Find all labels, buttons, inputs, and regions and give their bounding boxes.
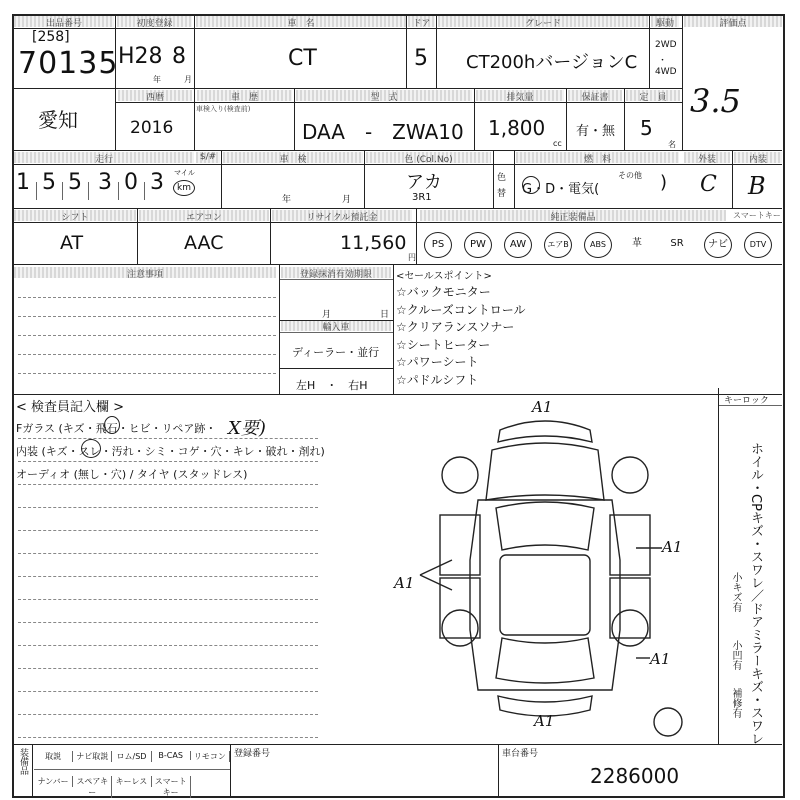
score: 3.5 <box>690 82 741 120</box>
footer-item: ナンバー <box>34 776 73 787</box>
left-front-door <box>440 515 480 575</box>
lot-label: 出品番号 <box>14 16 114 27</box>
drive-dot: ・ <box>658 56 668 66</box>
inspection-label: 車 検 <box>223 152 363 163</box>
insp-month: 月 <box>342 195 352 205</box>
insp-year: 年 <box>282 195 292 205</box>
items-bottom <box>34 770 230 796</box>
equipment-item: PW <box>464 232 492 258</box>
cc-unit: cc <box>553 139 562 148</box>
rear-window <box>496 638 594 683</box>
sales-point: ☆クルーズコントロール <box>396 302 526 317</box>
items-label: 装備品 <box>18 748 28 775</box>
recycle-unit: 円 <box>408 253 416 262</box>
lot-bracket: [258] <box>32 29 70 45</box>
sales-point: ☆バックモニター <box>396 285 491 299</box>
equipment-item: AW <box>504 232 532 258</box>
sales-point: ☆パドルシフト <box>396 372 479 387</box>
year: 2016 <box>130 118 174 138</box>
ac: AAC <box>184 232 224 254</box>
mileage-label: 走行 <box>14 152 194 163</box>
footer-item: スマートキー <box>152 776 191 798</box>
drive-4wd: 4WD <box>655 67 677 77</box>
ac-label: エアコン <box>139 210 269 221</box>
drive-2wd: 2WD <box>655 40 677 50</box>
side-text: ホイル・CPキズ・スワレ／ドアミラーキズ・スワレ <box>748 442 763 745</box>
warranty: 有・無 <box>576 124 616 139</box>
car-name-label: 車 名 <box>196 16 406 27</box>
warranty-label: 保証書 <box>568 90 622 101</box>
month-suffix: 月 <box>184 75 192 84</box>
drive-label: 駆動 <box>651 16 679 27</box>
record-label: 登録抹消有効期限 <box>281 267 391 278</box>
footer-item: スペアキー <box>73 776 112 798</box>
history-note: 車検入り(検査前) <box>196 105 251 113</box>
seats: 5 <box>640 116 653 140</box>
spare-wheel <box>654 708 682 736</box>
footer-item: リモコン <box>191 751 230 762</box>
cc: 1,800 <box>488 116 546 140</box>
grade-label: グレード <box>438 16 648 27</box>
sales-point: ☆クリアランスソナー <box>396 320 515 334</box>
equipment-label: 純正装備品 <box>420 210 726 221</box>
circle-mark-2 <box>81 439 101 458</box>
import-value: ディーラー・並行 <box>292 346 380 359</box>
grade: CT200hバージョンC <box>466 52 638 73</box>
fuel-label: 燃 料 <box>516 152 679 163</box>
fuel: G・D・電気( <box>522 182 600 197</box>
steering: 左H ・ 右H <box>296 379 368 392</box>
front-bumper <box>498 421 592 442</box>
import-label: 輸入車 <box>281 320 391 331</box>
model: DAA - ZWA10 <box>302 120 464 144</box>
mileage-digit: 3 <box>98 170 112 195</box>
damage-mark-rear: A1 <box>534 712 555 730</box>
footer-item: ロム/SD <box>112 751 151 762</box>
notes-label: 注意事項 <box>14 267 276 278</box>
history-label: 車 歴 <box>197 90 292 101</box>
seats-label: 定 員 <box>626 90 680 101</box>
items-top <box>34 745 230 769</box>
front-right-wheel <box>612 457 648 493</box>
keylock-label: キーロック <box>724 396 769 406</box>
fuel-close: ) <box>660 172 668 193</box>
color-change-1: 色 <box>497 173 507 183</box>
exterior: C <box>700 172 717 197</box>
recycle-label: リサイクル預託金 <box>272 210 412 221</box>
fuel-g-circle <box>522 176 540 194</box>
inspection-line-audio: オーディオ (無し・穴) / タイヤ (スタッドレス) <box>16 468 248 481</box>
mileage-digit: 5 <box>42 170 56 195</box>
era-year: H28 <box>118 44 163 69</box>
footer-item: 取説 <box>34 751 73 762</box>
inspection-title: < 検査員記入欄 > <box>16 400 125 415</box>
exterior-label: 外装 <box>684 152 730 163</box>
sales-point: ☆パワーシート <box>396 355 479 369</box>
color-label: 色 (Col.No) <box>366 152 491 163</box>
damage-mark-right-rear: A1 <box>650 650 671 668</box>
windshield <box>496 502 594 550</box>
front-left-wheel <box>442 457 478 493</box>
year-label: 西暦 <box>118 90 192 101</box>
rear-left-wheel <box>442 610 478 646</box>
region: 愛知 <box>38 108 78 132</box>
lot-number: 70135 <box>18 46 119 81</box>
equipment-item: ABS <box>584 232 612 258</box>
mileage-digit: 1 <box>16 170 30 195</box>
model-label: 型 式 <box>296 90 472 101</box>
equipment-item: DTV <box>744 232 772 258</box>
footer-item: ナビ取説 <box>73 751 112 762</box>
equipment-item: ナビ <box>704 232 732 258</box>
mileage-unit-top: マイル <box>174 169 195 177</box>
circle-mark-1 <box>104 416 120 434</box>
body-number: 2286000 <box>590 764 680 788</box>
rear-right-wheel <box>612 610 648 646</box>
right-rear-door <box>610 578 650 638</box>
mileage-unit: km <box>173 180 195 196</box>
right-front-door <box>610 515 650 575</box>
reg-month: 8 <box>172 44 186 69</box>
inspection-line-interior: 内装 (キズ・スレ・汚れ・シミ・コゲ・穴・キレ・破れ・剤れ) <box>16 445 325 458</box>
shift: AT <box>60 232 84 254</box>
roof <box>500 555 590 635</box>
score-label: 評価点 <box>684 16 782 27</box>
sales-point: ☆シートヒーター <box>396 337 491 352</box>
color-code: 3R1 <box>412 192 432 203</box>
footer-item: B-CAS <box>152 751 191 760</box>
color: アカ <box>406 172 442 193</box>
equipment-item: 革 <box>632 238 642 249</box>
damage-mark-front: A1 <box>532 398 553 416</box>
equipment-list <box>420 226 782 262</box>
color-change-2: 替 <box>497 189 507 199</box>
year-suffix: 年 <box>153 75 161 84</box>
fuel-other: その他 <box>618 171 642 180</box>
car-name: CT <box>288 46 317 71</box>
smart-label: スマートキー <box>733 211 781 220</box>
door-label: ドア <box>408 16 435 27</box>
cc-label: 排気量 <box>476 90 564 101</box>
record-day: 日 <box>380 310 390 320</box>
mileage-digit: 0 <box>124 170 138 195</box>
interior-label: 内装 <box>734 152 782 163</box>
inspection-line-glass: Fガラス (キズ・飛石・ヒビ・リペア跡・ <box>16 422 217 435</box>
damage-mark-left: A1 <box>394 574 415 592</box>
car-diagram <box>400 400 720 740</box>
doors: 5 <box>414 46 428 71</box>
sales-label: <セールスポイント> <box>396 271 492 282</box>
shift-label: シフト <box>14 210 136 221</box>
record-month: 月 <box>322 310 332 320</box>
mileage-digit: 3 <box>150 170 164 195</box>
body-label: 車台番号 <box>502 749 539 759</box>
footer-item: キーレス <box>112 776 151 787</box>
reg-label: 登録番号 <box>234 749 271 759</box>
equipment-item: エアB <box>544 232 572 258</box>
front-hood <box>486 443 604 500</box>
equipment-item: SR <box>670 238 684 249</box>
mileage <box>16 166 196 202</box>
equipment-item: PS <box>424 232 452 258</box>
seats-unit: 名 <box>668 140 676 149</box>
damage-mark-right: A1 <box>662 538 683 556</box>
sales-points <box>396 283 776 393</box>
x-mark: X要) <box>228 418 266 439</box>
repair: 補修有 <box>730 688 741 718</box>
body-outline <box>470 500 620 690</box>
first-reg-label: 初度登録 <box>117 16 192 27</box>
small-dent: 小凹有 <box>730 640 741 670</box>
dollar-label: $/# <box>196 152 220 163</box>
recycle: 11,560 <box>340 232 407 254</box>
small-damage: 小キズ有 <box>730 572 741 612</box>
mileage-digit: 5 <box>68 170 82 195</box>
interior: B <box>748 172 766 200</box>
